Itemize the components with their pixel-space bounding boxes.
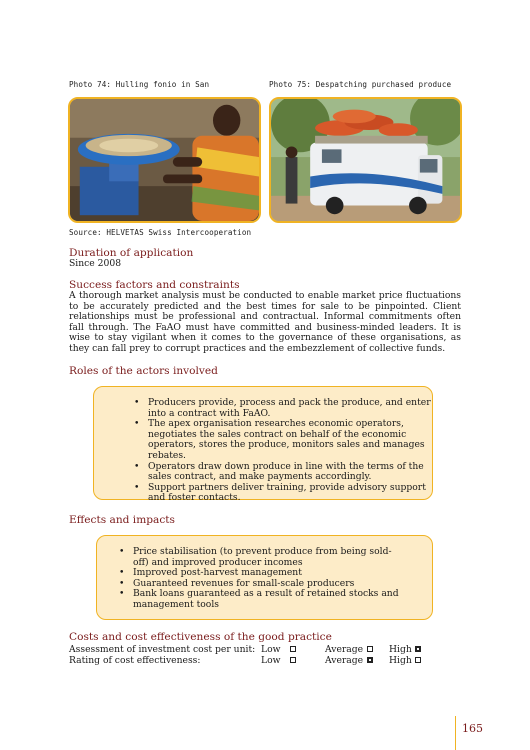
effects-heading: Effects and impacts [69, 514, 175, 526]
effects-item: • Bank loans guaranteed as a result of retained stocks and management tools [119, 589, 402, 610]
success-text: A thorough market analysis must be conducted to enable market price fluctuations to be accurately predicted and the best times for sale to be pinpointed. Client relationships must be professional and contractual. Informal commitments often fall through. The FaAO must have committed and business-minded leaders. It is wise to stay vigilant when it comes to the governance of these organisations, as they can fall prey to corrupt practices and the embezzlement of collective funds. [69, 290, 461, 354]
success-heading: Success factors and constraints [69, 279, 240, 291]
effects-item: • Guaranteed revenues for small-scale producers [119, 579, 402, 590]
roles-item: • Operators draw down produce in line with the terms of the sales contract, and make payments accordingly. [134, 462, 432, 483]
option-low-label: Low [261, 644, 281, 655]
photo-caption-right: Photo 75: Despatching purchased produce [269, 80, 452, 89]
page-number: 165 [462, 722, 483, 735]
photo-hulling-fonio [68, 97, 261, 223]
cost-row-label: Rating of cost effectiveness: [69, 655, 201, 666]
checkbox-low[interactable] [290, 646, 296, 652]
option-low-label: Low [261, 655, 281, 666]
effects-item: • Price stabilisation (to prevent produce from being sold-off) and improved producer incomes [119, 547, 402, 568]
option-high-label: High [389, 655, 412, 666]
effects-item: • Improved post-harvest management [119, 568, 402, 579]
effects-box [96, 535, 433, 620]
photo-source: Source: HELVETAS Swiss Intercooperation [69, 228, 252, 237]
checkbox-average[interactable] [367, 657, 373, 663]
duration-text: Since 2008 [69, 258, 122, 269]
roles-list [94, 387, 432, 504]
roles-item: • Support partners deliver training, provide advisory support and foster contacts. [134, 483, 432, 504]
photo-despatching-produce [269, 97, 462, 223]
roles-item: • Producers provide, process and pack the produce, and enter into a contract with FaAO. [134, 398, 432, 419]
roles-box [93, 386, 433, 504]
checkbox-high[interactable] [415, 657, 421, 663]
effects-list [97, 536, 432, 611]
duration-heading: Duration of application [69, 247, 194, 259]
photo-caption-left: Photo 74: Hulling fonio in San [69, 80, 210, 89]
checkbox-average[interactable] [367, 646, 373, 652]
roles-heading: Roles of the actors involved [69, 365, 218, 377]
cost-row-investment [69, 644, 449, 655]
cost-row-effectiveness [69, 655, 449, 666]
checkbox-high[interactable] [415, 646, 421, 652]
roles-item: • The apex organisation researches economic operators, negotiates the sales contract on behalf of the economic operators, stores the produce, monitors sales and manages rebates. [134, 419, 432, 461]
option-high-label: High [389, 644, 412, 655]
option-average-label: Average [325, 644, 364, 655]
cost-row-label: Assessment of investment cost per unit: [69, 644, 256, 655]
option-average-label: Average [325, 655, 364, 666]
page-number-rule [455, 716, 456, 750]
checkbox-low[interactable] [290, 657, 296, 663]
costs-heading: Costs and cost effectiveness of the good practice [69, 631, 332, 643]
